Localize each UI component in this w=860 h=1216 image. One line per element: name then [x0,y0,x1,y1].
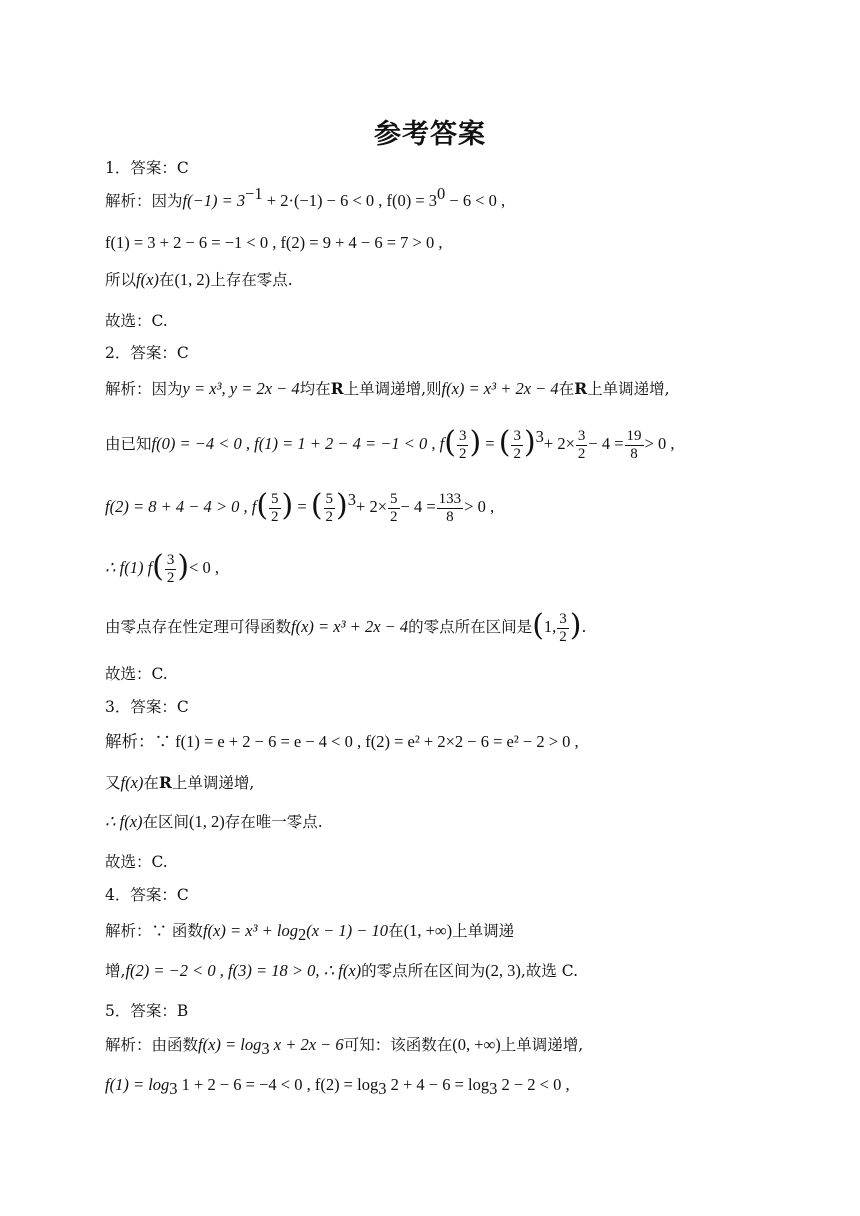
fraction-3-2: $\frac{3}{2}$ [458,427,467,462]
fraction-3-2: $\frac{3}{2}$ [166,551,175,586]
q2-choose: 故选：C. [105,665,168,683]
q1-analysis-line-2: f(1) = 3 + 2 − 6 = −1 < 0 , f(2) = 9 + 4 − 6 = 7 > 0 , [105,233,443,252]
q4-analysis-line-1: 解析：∵ 函数$f(x) = x^3 + \log_2(x - 1) - 10$在(1, +∞)上单调递 [105,921,515,944]
q3-analysis-line-2: 又f(x)在R上单调递增, [105,773,255,792]
q1-analysis-line-1: 解析：因为$f(-1) = 3^{-1} + 2\cdot(-1) - 6 < 0$ , $f(0) = 3^0 - 6 < 0$ , [105,184,506,210]
q2-analysis-line-1: 解析：因为y = x³, y = 2x − 4均在R上单调递增,则f(x) = x³ + 2x − 4在R上单调递增, [105,379,670,398]
answer-5: 5．答案：B [105,1002,189,1020]
fraction-3-2: $\frac{3}{2}$ [559,610,567,645]
q5-analysis-line-1: 解析：由函数$f(x) = \log_3 x + 2x - 6$可知：该函数在(0, +∞)上单调递增, [105,1035,584,1058]
fraction-3-2: $\frac{3}{2}$ [513,427,521,462]
fraction-5-2: $\frac{5}{2}$ [325,490,334,525]
fraction-5-2: $\frac{5}{2}$ [390,490,398,525]
page-title: 参考答案 [374,119,486,150]
q1-analysis-line-3: 所以f(x)在(1, 2)上存在零点. [105,270,293,289]
fraction-3-2: $\frac{3}{2}$ [577,427,586,462]
q3-analysis-line-3: ∴ f(x)在区间(1, 2)存在唯一零点. [105,812,323,831]
q3-analysis-line-1: 解析：∵ f(1) = e + 2 − 6 = e − 4 < 0 , f(2) = e² + 2×2 − 6 = e² − 2 > 0 , [105,732,579,751]
q3-choose: 故选：C. [105,853,168,871]
answer-3: 3．答案：C [105,698,189,716]
q2-analysis-line-3: f(2) = 8 + 4 − 4 > 0 , f( $\frac{5}{2}$ ) = ( $\frac{5}{2}$ )$^3$+ 2× $\frac{5}{2}$ − 4 = $\frac{133}{8}$ > 0 , [105,488,495,525]
q1-choose: 故选：C. [105,312,168,330]
q2-analysis-line-4: ∴ f(1) f( $\frac{3}{2}$ )< 0 , [105,549,220,586]
q2-analysis-line-5: 由零点存在性定理可得函数f(x) = x³ + 2x − 4的零点所在区间是(1, $\frac{3}{2}$ ). [105,608,587,645]
q2-analysis-line-2: 由已知f(0) = −4 < 0 , f(1) = 1 + 2 − 4 = −1 < 0 , f( $\frac{3}{2}$ ) = ( $\frac{3}{2}$ )$^3$+ 2× $\frac{3}{2}$ − 4 = $\frac{19}{8}$ > 0 , [105,425,675,462]
q4-analysis-line-2: 增,f(2) = −2 < 0 , f(3) = 18 > 0, ∴ f(x)的零点所在区间为(2, 3),故选 C. [105,961,579,980]
q5-analysis-line-2: $f(1) = \log_3 1 + 2 - 6 = -4 < 0$ , $f(2) = \log_3 2 + 4 - 6 = \log_3 2 - 2 < 0$ , [105,1075,570,1098]
fraction-133-8: $\frac{133}{8}$ [438,490,462,525]
answer-4: 4．答案：C [105,886,189,904]
answer-1: 1．答案：C [105,159,189,177]
fraction-5-2: $\frac{5}{2}$ [271,490,279,525]
fraction-19-8: $\frac{19}{8}$ [626,427,642,462]
answer-2: 2．答案：C [105,344,189,362]
